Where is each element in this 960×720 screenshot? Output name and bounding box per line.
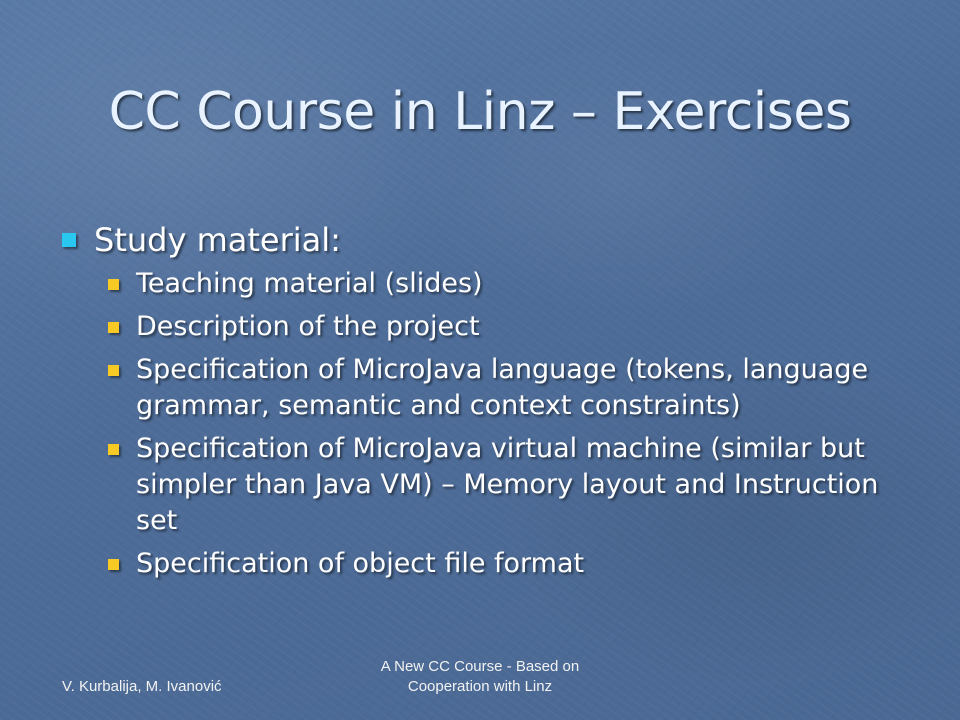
sub-bullet-object-file-spec bbox=[60, 546, 920, 582]
square-bullet-icon bbox=[108, 322, 119, 333]
footer-course-title bbox=[330, 657, 630, 697]
sub-bullet-text: Specification of MicroJava language (tokens, language grammar, semantic and context constraints) bbox=[136, 354, 869, 421]
square-bullet-icon bbox=[108, 279, 119, 290]
footer-line-2: Cooperation with Linz bbox=[407, 678, 553, 695]
footer-line-1: A New CC Course - Based on bbox=[380, 658, 580, 675]
sub-bullet-language-spec bbox=[60, 352, 920, 424]
square-bullet-icon bbox=[108, 444, 119, 455]
bullet-text: Study material: bbox=[94, 221, 341, 259]
sub-bullet-text: Description of the project bbox=[136, 311, 480, 342]
sub-bullet-text: Specification of object file format bbox=[136, 548, 585, 579]
slide-title: CC Course in Linz – Exercises bbox=[108, 82, 852, 142]
sub-bullet-vm-spec bbox=[60, 431, 920, 539]
slide-content bbox=[60, 218, 920, 589]
sub-bullet-project-description bbox=[60, 309, 920, 345]
sub-bullet-text: Specification of MicroJava virtual machine (similar but simpler than Java VM) – Memory layout and Instruction set bbox=[136, 433, 879, 536]
footer-authors: V. Kurbalija, M. Ivanović bbox=[62, 678, 222, 695]
square-bullet-icon bbox=[108, 365, 119, 376]
square-bullet-icon bbox=[108, 559, 119, 570]
sub-bullet-teaching-material bbox=[60, 266, 920, 302]
bullet-study-material bbox=[60, 218, 920, 262]
square-bullet-icon bbox=[62, 233, 76, 247]
sub-bullet-text: Teaching material (slides) bbox=[136, 268, 483, 299]
